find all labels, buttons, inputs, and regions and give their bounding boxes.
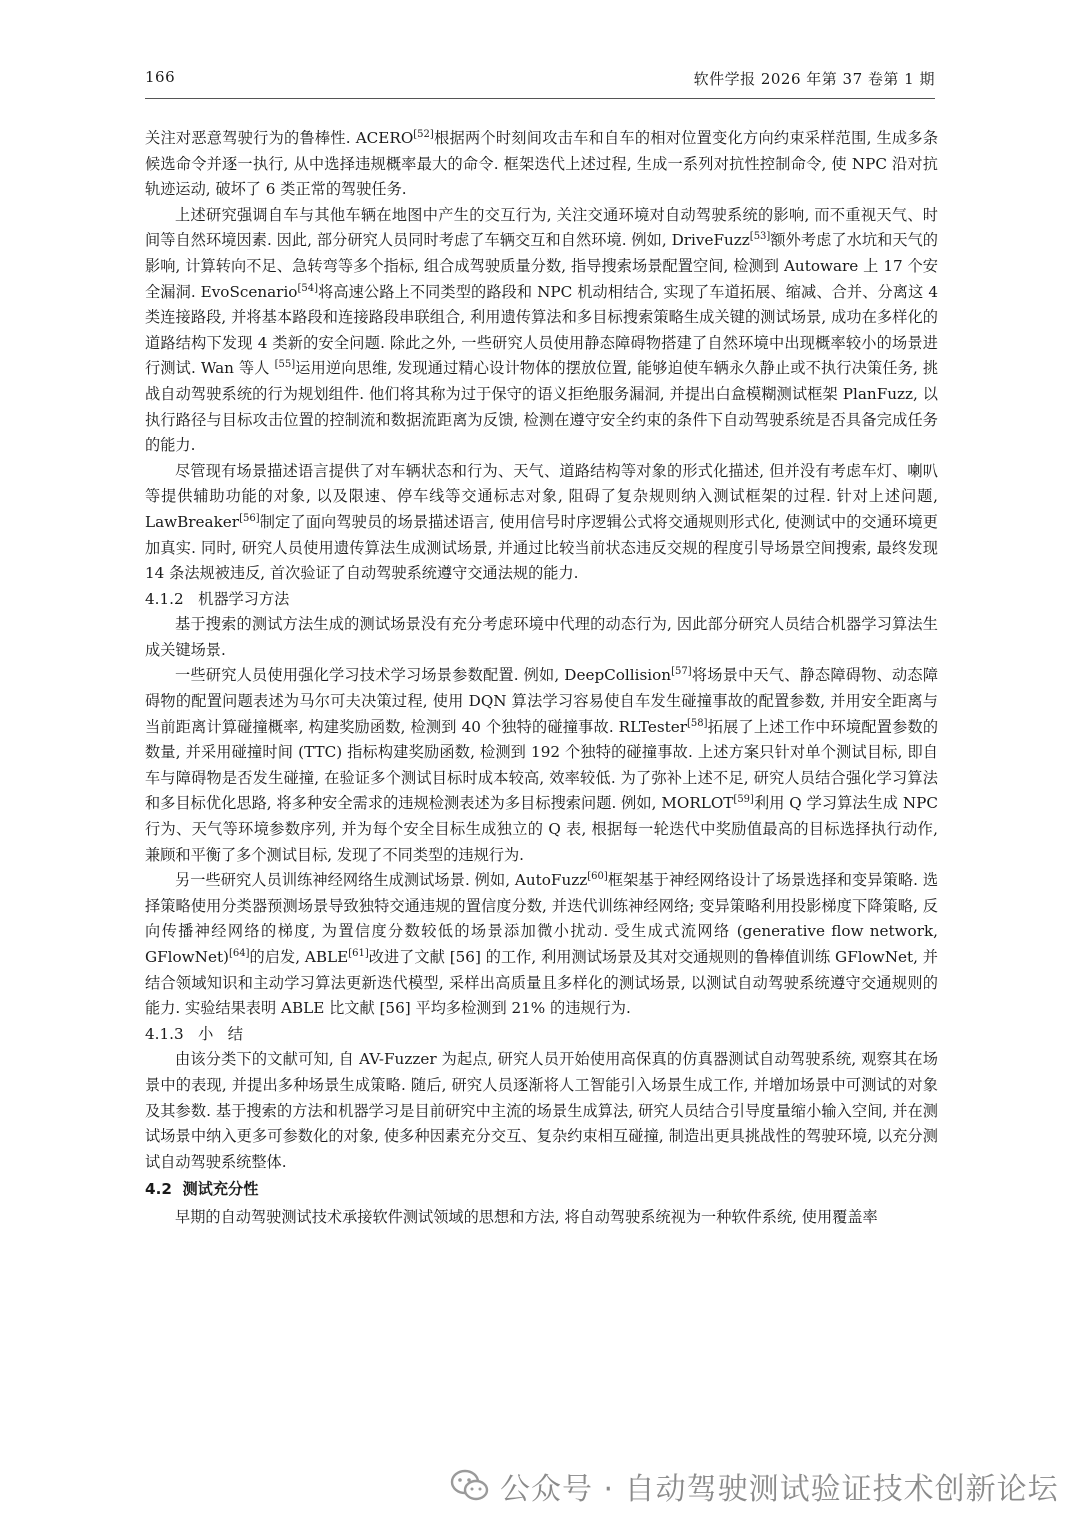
citation: [53] bbox=[749, 231, 771, 243]
header-rule bbox=[145, 98, 935, 99]
paragraph-4: 基于搜索的测试方法生成的测试场景没有充分考虑环境中代理的动态行为, 因此部分研究人员结合机器学习算法生成关键场景. bbox=[145, 615, 938, 659]
text-run: 运用逆向思维, 发现通过精心设计物体的摆放位置, 能够迫使车辆永久静止或不执行决策任务, 挑战自动驾驶系统的行为规划组件. 他们将其称为过于保守的语义拒绝服务漏洞, 并提出白盒模糊测试框架 PlanFuzz, 以执行路径与目标攻击位置的控制流和数据流距离为反馈, 检测在遵守安全约束的条件下自动驾驶系统是否具备完成任务的能力. bbox=[145, 359, 939, 455]
text-run: 利用 Q 学习算法生成 NPC 行为、天气等环境参数序列, 并为每个安全目标生成独立的 Q 表, 根据每一轮迭代中奖励值最高的目标选择执行动作, 兼顾和平衡了多个测试目标, 发现了不同类型的违规行为. bbox=[145, 794, 938, 864]
paragraph-6 bbox=[145, 868, 938, 1022]
citation: [60] bbox=[587, 871, 608, 883]
section-heading-4-1-2: 4.1.2 机器学习方法 bbox=[145, 589, 290, 608]
paragraph-1 bbox=[145, 126, 938, 203]
citation: [57] bbox=[671, 666, 692, 678]
section-heading-4-1-3: 4.1.3 小 结 bbox=[145, 1024, 243, 1043]
page-header bbox=[145, 68, 935, 92]
paragraph-8: 早期的自动驾驶测试技术承接软件测试领域的思想和方法, 将自动驾驶系统视为一种软件系统, 使用覆盖率 bbox=[175, 1207, 878, 1226]
paragraph-2 bbox=[145, 203, 938, 459]
paragraph-5 bbox=[145, 663, 938, 868]
citation: [61] bbox=[348, 947, 369, 959]
body-text bbox=[145, 126, 938, 1231]
text-run: 改进了文献 [56] 的工作, 利用测试场景及其对交通规则的鲁棒值训练 GFlowNet, 并结合领域知识和主动学习算法更新迭代模型, 采样出高质量且多样化的测试场景, 以测试自动驾驶系统遵守交通规则的能力. 实验结果表明 ABLE 比文献 [56] 平均多检测到 21% 的违规行为. bbox=[145, 948, 938, 1018]
citation: [59] bbox=[733, 794, 754, 806]
text-run: 上述研究强调自车与其他车辆在地图中产生的交互行为, 关注交通环境对自动驾驶系统的影响, 而不重视天气、时间等自然环境因素. 因此, 部分研究人员同时考虑了车辆交互和自然环境. 例如, DriveFuzz bbox=[145, 205, 938, 250]
citation: [54] bbox=[297, 282, 318, 294]
text-run: 框架基于神经网络设计了场景选择和变异策略. 选择策略使用分类器预测场景导致独特交通违规的置信度分数, 并迭代训练神经网络; 变异策略利用投影梯度下降策略, 反向传播神经网络的梯度, 为置信度分数较低的场景添加微小扰动. 受生成式流网络 (generative flow network, GFlowNet) bbox=[145, 871, 939, 966]
journal-title: 软件学报 2026 年第 37 卷第 1 期 bbox=[693, 70, 935, 88]
wechat-icon bbox=[450, 1469, 490, 1503]
text-run: 尽管现有场景描述语言提供了对车辆状态和行为、天气、道路结构等对象的形式化描述, 但并没有考虑车灯、喇叭等提供辅助功能的对象, 以及限速、停车线等交通标志对象, 阻碍了复杂规则纳入测试框架的过程. 针对上述问题, LawBreaker bbox=[145, 461, 938, 531]
citation: [58] bbox=[687, 717, 708, 729]
watermark bbox=[450, 1464, 1059, 1508]
text-run: 另一些研究人员训练神经网络生成测试场景. 例如, AutoFuzz bbox=[175, 871, 588, 890]
text-run: 根据两个时刻间攻击车和自车的相对位置变化方向约束采样范围, 生成多条候选命令并逐一执行, 从中选择违规概率最大的命令. 框架迭代上述过程, 生成一系列对抗性控制命令, 使 NPC 沿对抗轨迹运动, 破坏了 6 类正常的驾驶任务. bbox=[145, 129, 939, 199]
citation: [64] bbox=[228, 947, 250, 959]
paragraph-3 bbox=[145, 459, 938, 587]
page-number: 166 bbox=[145, 68, 176, 86]
text-run: 制定了面向驾驶员的场景描述语言, 使用信号时序逻辑公式将交通规则形式化, 使测试中的交通环境更加真实. 同时, 研究人员使用遗传算法生成测试场景, 并通过比较当前状态违反交规的程度引导场景空间搜索, 最终发现 14 条法规被违反, 首次验证了自动驾驶系统遵守交通法规的能力. bbox=[145, 512, 938, 583]
watermark-text: 公众号 · 自动驾驶测试验证技术创新论坛 bbox=[500, 1472, 1059, 1507]
paragraph-7: 由该分类下的文献可知, 自 AV-Fuzzer 为起点, 研究人员开始使用高保真的仿真器测试自动驾驶系统, 观察其在场景中的表现, 并提出多种场景生成策略. 随后, 研究人员逐渐将人工智能引入场景生成工作, 并增加场景中可测试的对象及其参数. 基于搜索的方法和机器学习是目前研究中主流的场景生成算法, 研究人员结合引导度量缩小输入空间, 并在测试场景中纳入更多可参数化的对象, 使多种因素充分交互、复杂约束相互碰撞, 制造出更具挑战性的驾驶环境, 以充分测试自动驾驶系统整体. bbox=[145, 1050, 938, 1171]
citation: [52] bbox=[413, 128, 434, 140]
text-run: 将场景中天气、静态障碍物、动态障碍物的配置问题表述为马尔可夫决策过程, 使用 DQN 算法学习容易使自车发生碰撞事故的配置参数, 并用安全距离与当前距离计算碰撞概率, 构建奖励函数, 检测到 40 个独特的碰撞事故. RLTester bbox=[145, 666, 938, 736]
text-run: 关注对恶意驾驶行为的鲁棒性. ACERO bbox=[145, 129, 414, 147]
text-run: 拓展了上述工作中环境配置参数的数量, 并采用碰撞时间 (TTC) 指标构建奖励函数, 检测到 192 个独特的碰撞事故. 上述方案只针对单个测试目标, 即自车与障碍物是否发生碰撞, 在验证多个测试目标时成本较高, 效率较低. 为了弥补上述不足, 研究人员结合强化学习算法和多目标优化思路, 将多种安全需求的违规检测表述为多目标搜索问题. 例如, MORLOT bbox=[145, 717, 939, 813]
citation: [56] bbox=[239, 512, 260, 524]
text-run: 将高速公路上不同类型的路段和 NPC 机动相结合, 实现了车道拓展、缩减、合并、分离这 4 类连接路段, 并将基本路段和连接路段串联组合, 利用遗传算法和多目标搜索策略生成关键的测试场景, 成功在多样化的道路结构下发现 4 类新的安全问题. 除此之外, 一些研究人员使用静态障碍物搭建了自然环境中出现概率较小的场景进行测试. Wan 等人 bbox=[145, 282, 938, 378]
section-heading-4-2: 4.2 测试充分性 bbox=[145, 1180, 259, 1199]
text-run: 的启发, ABLE bbox=[249, 948, 349, 966]
citation: [55] bbox=[274, 359, 296, 371]
text-run: 一些研究人员使用强化学习技术学习场景参数配置. 例如, DeepCollision bbox=[175, 666, 672, 685]
text-run: 额外考虑了水坑和天气的影响, 计算转向不足、急转弯等多个指标, 组合成驾驶质量分数, 指导搜索场景配置空间, 检测到 Autoware 上 17 个安全漏洞. EvoScenario bbox=[145, 231, 938, 301]
